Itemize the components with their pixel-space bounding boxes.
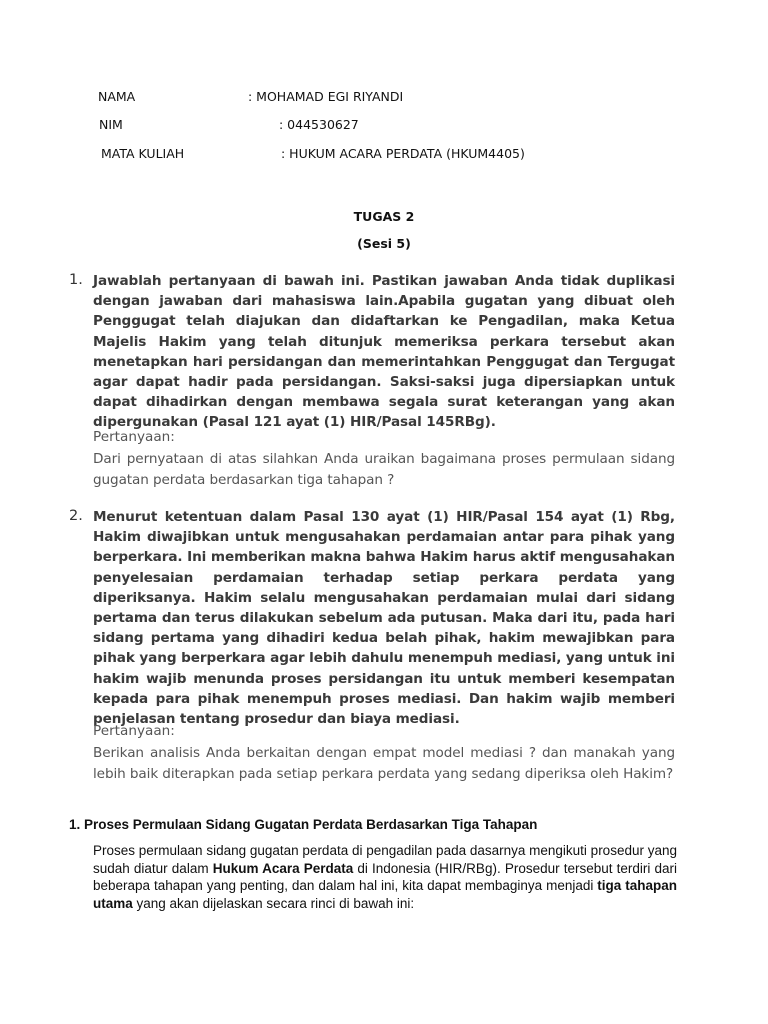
- answer-paragraph: [93, 842, 677, 912]
- nama-value: : MOHAMAD EGI RIYANDI: [248, 89, 404, 104]
- question-1-text: Jawablah pertanyaan di bawah ini. Pastikan jawaban Anda tidak duplikasi dengan jawaban dari mahasiswa lain.Apabila gugatan yang dibuat oleh Penggugat telah diajukan dan didaftarkan ke Pengadilan, maka Ketua Majelis Hakim yang telah ditunjuk memeriksa perkara tersebut akan menetapkan hari persidangan dan memerintahkan Penggugat dan Tergugat agar dapat hadir pada persidangan. Saksi-saksi juga dipersiapkan untuk dapat dihadirkan dengan membawa segala surat keterangan yang akan dipergunakan (Pasal 121 ayat (1) HIR/Pasal 145RBg).: [93, 273, 675, 431]
- mata-kuliah-label: MATA KULIAH: [101, 146, 185, 161]
- mata-kuliah-value: : HUKUM ACARA PERDATA (HKUM4405): [281, 146, 525, 161]
- nim-label: NIM: [99, 117, 123, 132]
- answer-text-part-3: yang akan dijelaskan secara rinci di bawah ini:: [132, 895, 415, 911]
- answer-bold-tiga-tahapan: tiga tahapan utama: [93, 878, 677, 911]
- question-2-number: 2.: [69, 508, 83, 524]
- answer-heading: 1. Proses Permulaan Sidang Gugatan Perdata Berdasarkan Tiga Tahapan: [69, 817, 538, 832]
- answer-text-part-1: Proses permulaan sidang gugatan perdata di pengadilan pada dasarnya mengikuti prosedur yang sudah diatur dalam: [93, 843, 677, 876]
- question-2-prompt-label: Pertanyaan:: [93, 723, 175, 739]
- answer-bold-hukum-acara: Hukum Acara Perdata: [212, 860, 354, 876]
- document-subtitle: (Sesi 5): [357, 236, 411, 251]
- document-title: TUGAS 2: [353, 209, 415, 224]
- question-2-prompt-text: Berikan analisis Anda berkaitan dengan empat model mediasi ? dan manakah yang lebih baik diterapkan pada setiap perkara perdata yang sedang diperiksa oleh Hakim?: [93, 745, 675, 782]
- answer-text-part-2: di Indonesia (HIR/RBg). Prosedur tersebut terdiri dari beberapa tahapan yang penting, dan dalam hal ini, kita dapat membaginya menjadi: [93, 860, 678, 894]
- nim-value: : 044530627: [279, 117, 359, 132]
- question-1-number: 1.: [69, 272, 83, 288]
- question-2-text: Menurut ketentuan dalam Pasal 130 ayat (1) HIR/Pasal 154 ayat (1) Rbg, Hakim diwajibkan untuk mengusahakan perdamaian antar para pihak yang berperkara. Ini memberikan makna bahwa Hakim harus aktif mengusahakan penyelesaian perdamaian terhadap setiap perkara perdata yang diperiksanya. Hakim selalu mengusahakan perdamaian mulai dari sidang pertama dan terus dilakukan sebelum ada putusan. Maka dari itu, pada hari sidang pertama yang dihadiri kedua belah pihak, hakim mewajibkan para pihak yang berperkara agar lebih dahulu menempuh mediasi, yang untuk ini hakim wajib menunda proses persidangan itu untuk memberi kesempatan kepada para pihak menempuh proses mediasi. Dan hakim wajib memberi penjelasan tentang prosedur dan biaya mediasi.: [93, 509, 675, 728]
- nama-label: NAMA: [98, 89, 136, 104]
- question-1-prompt-label: Pertanyaan:: [93, 429, 175, 445]
- question-1-prompt-text: Dari pernyataan di atas silahkan Anda uraikan bagaimana proses permulaan sidang gugatan perdata berdasarkan tiga tahapan ?: [93, 451, 675, 488]
